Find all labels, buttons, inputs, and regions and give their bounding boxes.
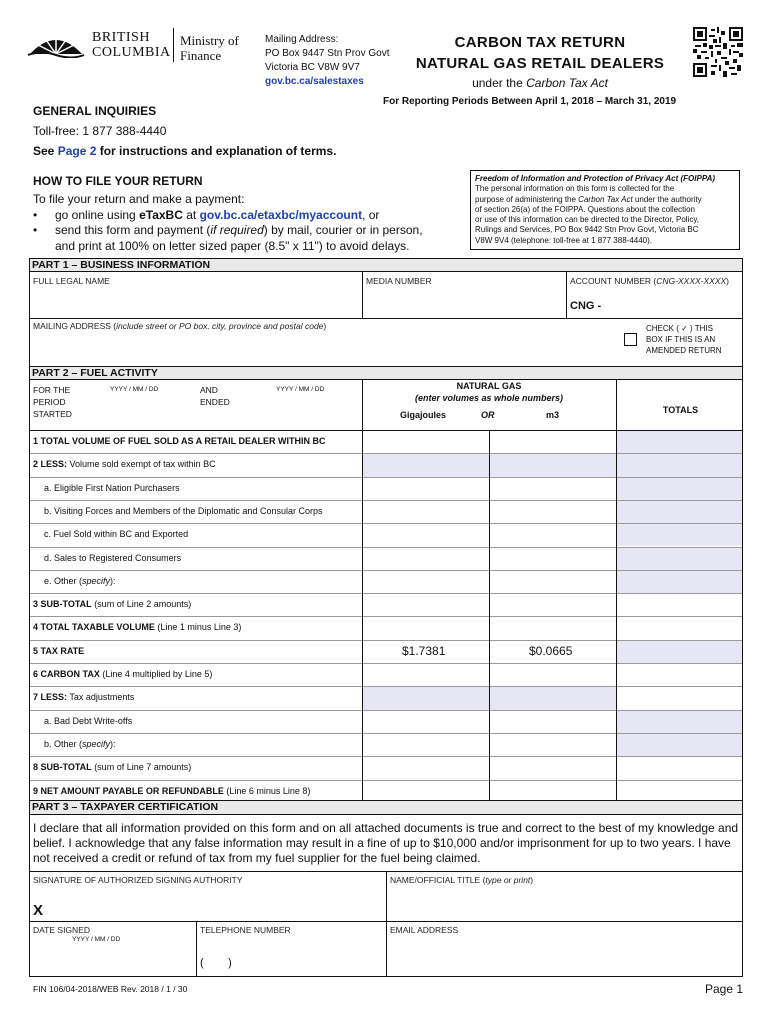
period-start-field[interactable] <box>78 396 196 426</box>
media-number-field[interactable] <box>364 288 564 316</box>
fuel-line-label: 4 TOTAL TAXABLE VOLUME (Line 1 minus Line 3) <box>33 622 242 633</box>
signature-label: SIGNATURE OF AUTHORIZED SIGNING AUTHORITY <box>33 875 243 885</box>
totals-input[interactable] <box>618 758 740 777</box>
name-title-label: NAME/OFFICIAL TITLE (type or print) <box>390 875 534 885</box>
or-heading: OR <box>481 410 495 420</box>
gigajoules-input[interactable] <box>364 432 487 451</box>
row-divider <box>29 756 743 757</box>
signature-x-mark: X <box>33 902 44 919</box>
divider <box>196 921 197 976</box>
divider <box>362 430 363 803</box>
totals-input[interactable] <box>618 688 740 707</box>
divider <box>29 921 743 922</box>
gigajoules-input[interactable] <box>364 502 487 521</box>
media-number-label: MEDIA NUMBER <box>366 276 432 286</box>
tollfree-number: Toll-free: 1 877 388-4440 <box>33 124 167 138</box>
fuel-line-label: 6 CARBON TAX (Line 4 multiplied by Line 5) <box>33 669 213 679</box>
row-divider <box>29 780 743 781</box>
m3-input[interactable] <box>491 735 614 754</box>
shaded-cell <box>617 734 742 756</box>
form-title-line1: CARBON TAX RETURN <box>454 34 626 51</box>
account-number-label: ACCOUNT NUMBER (CNG-XXXX-XXXX) <box>570 276 730 286</box>
row-divider <box>29 663 743 664</box>
form-title-line2: NATURAL GAS RETAIL DEALERS <box>415 55 665 72</box>
m3-input[interactable] <box>491 595 614 614</box>
under-act: under the Carbon Tax Act <box>472 76 608 90</box>
fuel-line-label: c. Fuel Sold within BC and Exported <box>44 529 189 540</box>
totals-input[interactable] <box>618 595 740 614</box>
fuel-line-label: b. Visiting Forces and Members of the Diplomatic and Consular Corps <box>44 505 323 516</box>
bc-logo-sun-icon <box>26 28 86 58</box>
see-page-2-note: See Page 2 for instructions and explanation of terms. <box>33 144 337 158</box>
tax-rate-gj: $1.7381 <box>402 643 446 658</box>
gigajoules-input[interactable] <box>364 782 487 801</box>
shaded-cell <box>617 641 742 663</box>
fuel-line-label: b. Other (specify): <box>44 738 116 749</box>
divider <box>616 430 617 803</box>
name-title-field[interactable] <box>390 888 740 918</box>
divider <box>386 871 387 976</box>
m3-input[interactable] <box>491 432 614 451</box>
divider <box>29 976 743 977</box>
gigajoules-input[interactable] <box>364 479 487 498</box>
general-inquiries-heading: GENERAL INQUIRIES <box>33 104 157 118</box>
fuel-line-label: 2 LESS: Volume sold exempt of tax within BC <box>33 459 216 470</box>
divider <box>362 272 363 318</box>
telephone-label: TELEPHONE NUMBER <box>200 925 291 935</box>
cng-prefix: CNG - <box>570 300 602 312</box>
bc-logo-wordmark: BRITISH COLUMBIA <box>92 30 171 60</box>
m3-input[interactable] <box>491 572 614 591</box>
how-to-file-list: To file your return and make a payment: • go online using eTaxBC at gov.bc.ca/etaxbc/myaccount, or • send this form and payment (if required) by mail, courier or in person, and print at 100% on letter sized paper (8.5" x 11") to avoid delays. <box>33 192 423 253</box>
certification-declaration: I declare that all information provided on this form and on all attached documents is true and correct to the best of my knowledge and belief. I acknowledge that any false information may result in a fine of up to $10,000 and/or imprisonment for up to two years. I have not received a credit or refund of tax from my fuel supplier for the fuel being claimed. <box>33 821 739 865</box>
etaxbc-link[interactable]: gov.bc.ca/etaxbc/myaccount <box>199 207 363 222</box>
fuel-line-label: 3 SUB-TOTAL (sum of Line 2 amounts) <box>33 599 192 610</box>
gigajoules-input[interactable] <box>364 712 487 731</box>
fuel-line-label: 5 TAX RATE <box>33 645 85 656</box>
shaded-cell <box>617 431 742 453</box>
m3-heading: m3 <box>546 410 560 420</box>
m3-input[interactable] <box>491 502 614 521</box>
date-signed-label: DATE SIGNED <box>33 925 90 935</box>
page-2-link[interactable]: Page 2 <box>57 144 97 158</box>
amended-return-checkbox[interactable] <box>624 333 637 346</box>
page-number: Page 1 <box>705 982 744 996</box>
part2-header: PART 2 – FUEL ACTIVITY <box>29 366 743 380</box>
period-started-label: FOR THE PERIOD STARTED <box>33 385 72 419</box>
start-date-format: YYYY / MM / DD <box>110 386 159 393</box>
form-border-left <box>29 258 30 976</box>
period-ended-label: AND ENDED <box>200 385 230 407</box>
form-identifier: FIN 106/04-2018/WEB Rev. 2018 / 1 / 30 <box>33 984 188 994</box>
date-signed-field[interactable] <box>32 945 192 973</box>
mailing-address: Mailing Address: PO Box 9447 Stn Prov Govt Victoria BC V8W 9V7 gov.bc.ca/salestaxes <box>265 34 390 87</box>
email-field[interactable] <box>390 940 740 972</box>
m3-input[interactable] <box>491 525 614 544</box>
date-signed-format: YYYY / MM / DD <box>72 936 121 943</box>
m3-input[interactable] <box>491 758 614 777</box>
divider <box>566 272 567 318</box>
m3-input[interactable] <box>491 549 614 568</box>
gigajoules-input[interactable] <box>364 595 487 614</box>
fuel-line-label: e. Other (specify): <box>44 575 116 586</box>
row-divider <box>29 616 743 617</box>
totals-heading: TOTALS <box>662 405 699 415</box>
part1-header: PART 1 – BUSINESS INFORMATION <box>29 258 743 272</box>
fuel-line-label: 1 TOTAL VOLUME OF FUEL SOLD AS A RETAIL DEALER WITHIN BC <box>33 436 326 446</box>
email-label: EMAIL ADDRESS <box>390 925 459 935</box>
gigajoules-input[interactable] <box>364 572 487 591</box>
divider <box>29 318 743 319</box>
salestaxes-link[interactable]: gov.bc.ca/salestaxes <box>265 76 364 87</box>
m3-input[interactable] <box>491 618 614 637</box>
qr-code-icon <box>693 27 743 77</box>
natural-gas-heading: NATURAL GAS <box>456 381 522 391</box>
shaded-cell <box>617 478 742 500</box>
totals-input[interactable] <box>618 782 740 801</box>
gigajoules-input[interactable] <box>364 758 487 777</box>
signature-field[interactable] <box>50 888 380 918</box>
shaded-cell <box>617 501 742 523</box>
fuel-line-label: d. Sales to Registered Consumers <box>44 552 182 563</box>
shaded-cell <box>617 524 742 546</box>
totals-input[interactable] <box>618 665 740 684</box>
reporting-period: For Reporting Periods Between April 1, 2018 – March 31, 2019 <box>383 96 677 107</box>
fuel-line-label: a. Bad Debt Write-offs <box>44 715 133 726</box>
amended-return-label: CHECK ( ✓ ) THIS BOX IF THIS IS AN AMENDED RETURN <box>646 324 722 355</box>
totals-input[interactable] <box>618 618 740 637</box>
period-end-field[interactable] <box>238 396 358 426</box>
full-legal-name-label: FULL LEGAL NAME <box>33 276 110 286</box>
mailing-address-label: MAILING ADDRESS (include street or PO box, city, province and postal code) <box>33 321 327 331</box>
mailing-address-field[interactable] <box>30 333 610 361</box>
fuel-line-label: 7 LESS: Tax adjustments <box>33 692 135 703</box>
end-date-format: YYYY / MM / DD <box>276 386 325 393</box>
m3-input[interactable] <box>491 665 614 684</box>
foippa-notice: Freedom of Information and Protection of Privacy Act (FOIPPA) The personal information on this form is collected for the purpose of administering the Carbon Tax Act under the authority of section 26(a) of the FOIPPA. Questions about the collection or use of this information can be directed to the Director, Policy, Rulings and Services, PO Box 9442 Stn Prov Govt, Victoria BC V8W 9V4 (telephone: toll-free at 1 877 388-4440). <box>470 170 740 250</box>
fuel-line-label: a. Eligible First Nation Purchasers <box>44 482 180 493</box>
full-legal-name-field[interactable] <box>30 288 360 316</box>
ministry-name: Ministry of Finance <box>180 33 239 63</box>
gigajoules-input[interactable] <box>364 665 487 684</box>
gigajoules-heading: Gigajoules <box>400 410 447 420</box>
m3-input[interactable] <box>491 782 614 801</box>
fuel-line-label: 8 SUB-TOTAL (sum of Line 7 amounts) <box>33 762 192 773</box>
fuel-line-label: 9 NET AMOUNT PAYABLE OR REFUNDABLE (Line 6 minus Line 8) <box>33 785 311 796</box>
whole-numbers-note: (enter volumes as whole numbers) <box>414 393 564 403</box>
shaded-cell <box>617 548 742 570</box>
gigajoules-input[interactable] <box>364 549 487 568</box>
gigajoules-input[interactable] <box>364 735 487 754</box>
row-divider <box>29 593 743 594</box>
gigajoules-input[interactable] <box>364 525 487 544</box>
divider <box>616 380 617 430</box>
part3-header: PART 3 – TAXPAYER CERTIFICATION <box>29 800 743 815</box>
gigajoules-input[interactable] <box>364 618 487 637</box>
shaded-cell <box>617 711 742 733</box>
tax-rate-m3: $0.0665 <box>529 643 573 658</box>
m3-input[interactable] <box>491 712 614 731</box>
shaded-cell <box>617 454 742 476</box>
how-to-file-heading: HOW TO FILE YOUR RETURN <box>33 174 203 188</box>
telephone-field[interactable]: ( ) <box>200 957 232 969</box>
divider <box>489 430 490 803</box>
shaded-cell <box>617 571 742 593</box>
m3-input[interactable] <box>491 479 614 498</box>
form-border-right <box>742 258 743 976</box>
logo-divider <box>173 28 174 62</box>
account-number-field[interactable] <box>600 296 740 316</box>
